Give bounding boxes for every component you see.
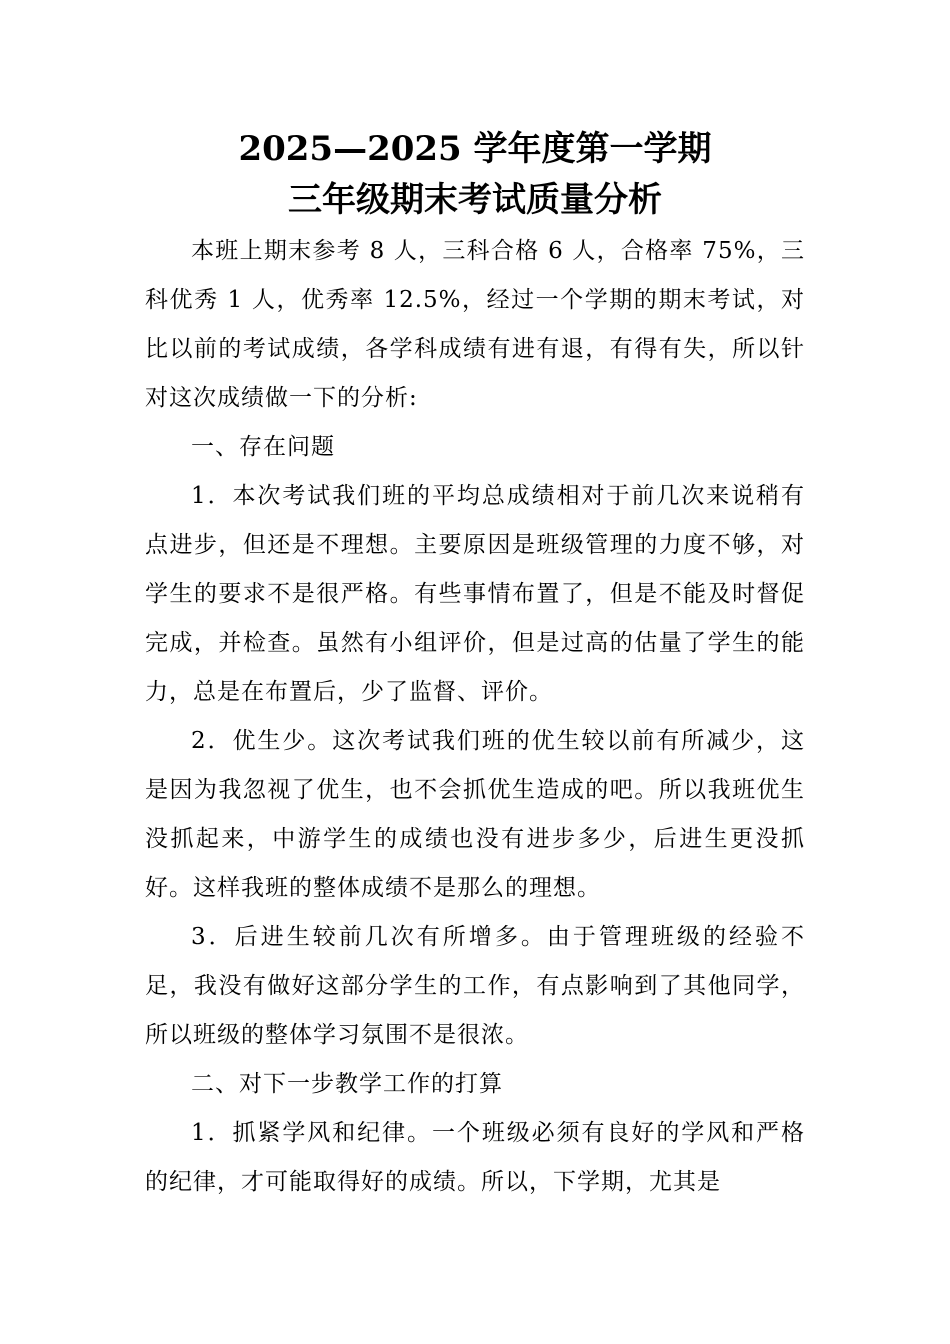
- paragraph-problem-2: 2．优生少。这次考试我们班的优生较以前有所减少，这是因为我忽视了优生，也不会抓优生造成的吧。所以我班优生没抓起来，中游学生的成绩也没有进步多少，后进生更没抓好。这样我班的整体成绩不是那么的理想。: [145, 728, 805, 901]
- paragraph-problem-3: 3．后进生较前几次有所增多。由于管理班级的经验不足，我没有做好这部分学生的工作，有点影响到了其他同学，所以班级的整体学习氛围不是很浓。: [145, 924, 805, 1048]
- document-title-line-2: 三年级期末考试质量分析: [288, 180, 662, 220]
- paragraph-plan-1: 1．抓紧学风和纪律。一个班级必须有良好的学风和严格的纪律，才可能取得好的成绩。所以，下学期，尤其是: [145, 1120, 805, 1195]
- paragraph-problem-1: 1．本次考试我们班的平均总成绩相对于前几次来说稍有点进步，但还是不理想。主要原因是班级管理的力度不够，对学生的要求不是很严格。有些事情布置了，但是不能及时督促完成，并检查。虽然有小组评价，但是过高的估量了学生的能力，总是在布置后，少了监督、评价。: [145, 483, 805, 705]
- document-title-line-1: 2025—2025 学年度第一学期: [238, 129, 712, 169]
- paragraph-summary: 本班上期末参考 8 人，三科合格 6 人，合格率 75%，三科优秀 1 人，优秀率 12.5%，经过一个学期的期末考试，对比以前的考试成绩，各学科成绩有进有退，有得有失，所以针对这次成绩做一下的分析:: [145, 238, 805, 411]
- section-heading-plans: 二、对下一步教学工作的打算: [191, 1071, 503, 1097]
- document-body: [145, 227, 805, 1207]
- section-heading-problems: 一、存在问题: [191, 434, 335, 460]
